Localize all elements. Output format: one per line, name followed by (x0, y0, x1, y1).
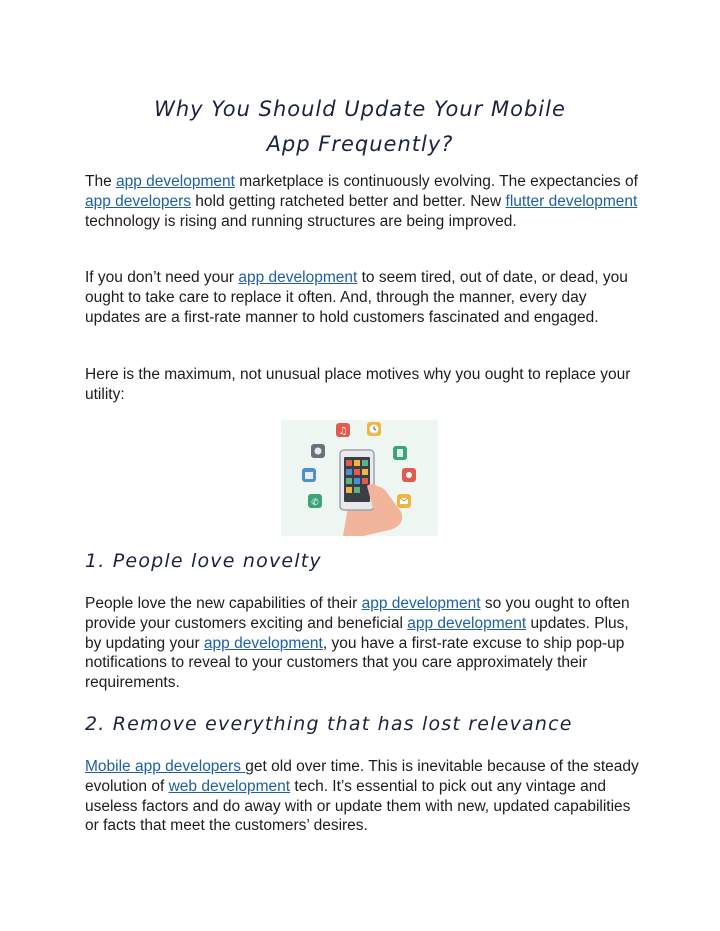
section-2-heading: 2. Remove everything that has lost relevance (85, 713, 573, 735)
calendar-icon (302, 468, 316, 482)
text-run: hold getting ratcheted better and better. New (191, 192, 506, 210)
text-run: technology is rising and running structures are being improved. (85, 212, 517, 230)
text-run: The (85, 173, 117, 190)
section-2-paragraph (85, 757, 645, 836)
page-title (60, 92, 660, 162)
app-development-link[interactable]: app development (407, 614, 527, 632)
app-update-illustration (281, 420, 438, 536)
page-title-line-2: App Frequently? (266, 132, 454, 156)
app-development-link[interactable]: app development (203, 634, 323, 652)
svg-text:✆: ✆ (311, 498, 319, 508)
clock-icon (367, 422, 381, 436)
app-development-link[interactable]: app development (361, 595, 481, 612)
web-development-link[interactable]: web development (168, 777, 291, 795)
music-icon (336, 423, 350, 437)
mobile-app-developers-link[interactable]: Mobile app developers (85, 758, 246, 775)
record-icon (402, 468, 416, 482)
intro-paragraph (85, 172, 645, 231)
film-icon (393, 446, 407, 460)
app-development-link[interactable]: app development (238, 269, 358, 286)
text-run: , you have a first-rate excuse to ship pop-up notifications to reveal to your customers that you care approximately their requirements. (85, 634, 625, 692)
text-run: get old over time. This is inevitable because of the steady evolution of (85, 758, 639, 795)
text-run: People love the new capabilities of their (85, 595, 362, 612)
flutter-development-link[interactable]: flutter development (505, 192, 638, 210)
phone-call-icon (308, 494, 322, 508)
camera-icon (311, 444, 325, 458)
text-run: to seem tired, out of date, or dead, you ought to take care to replace it often. And, through the manner, every day updates are a first-rate manner to hold customers fascinated and engaged. (85, 269, 628, 326)
second-paragraph (85, 268, 645, 327)
text-run: updates. Plus, by updating your (85, 614, 629, 652)
svg-text:♫: ♫ (338, 426, 348, 437)
text-run: If you don’t need your (85, 269, 239, 286)
mail-icon (397, 494, 411, 508)
section-1-paragraph (85, 594, 645, 693)
page-title-line-1: Why You Should Update Your Mobile (154, 97, 566, 121)
text-run: tech. It’s essential to pick out any vintage and useless factors and do away with or update them with new, updated capabilities or facts that meet the customers’ desires. (85, 777, 631, 835)
app-development-link[interactable]: app development (116, 173, 235, 190)
text-run: marketplace is continuously evolving. The expectancies of (234, 173, 638, 190)
app-developers-link[interactable]: app developers (85, 192, 191, 210)
third-paragraph: Here is the maximum, not unusual place motives why you ought to replace your utility: (85, 366, 631, 403)
text-run: so you ought to often provide your customers exciting and beneficial (85, 595, 630, 632)
section-1-heading: 1. People love novelty (85, 550, 322, 572)
phone-apps-illustration (281, 420, 438, 536)
